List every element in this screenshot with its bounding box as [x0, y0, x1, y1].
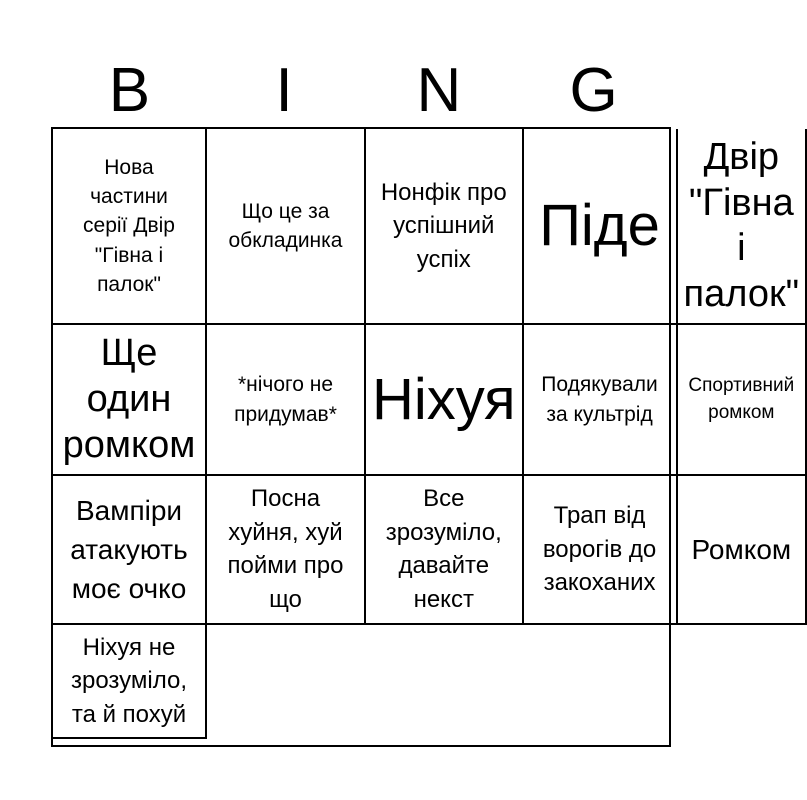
bingo-cell[interactable]	[366, 325, 524, 476]
cell-text: Ще один ромком	[62, 332, 196, 466]
bingo-cell[interactable]	[53, 129, 207, 325]
bingo-cell[interactable]	[207, 129, 366, 325]
bingo-board	[51, 127, 800, 747]
header-letter-g: G	[569, 56, 618, 125]
cell-text: Ніхуя не зрозуміло, та й похуй	[70, 633, 187, 728]
cell-text: Трап від ворогів до закоханих	[542, 501, 657, 597]
bingo-cell[interactable]	[678, 476, 807, 624]
cell-text: Подякували за культрід	[541, 373, 658, 426]
bingo-cell[interactable]	[53, 625, 207, 740]
cell-text: Ніхуя	[372, 366, 516, 432]
header-letter-i: I	[275, 56, 293, 125]
cell-text: Ромком	[691, 533, 792, 565]
bingo-cell[interactable]	[524, 476, 678, 624]
bingo-cell[interactable]	[207, 476, 366, 624]
cell-text: Двір "Гівна і палок"	[683, 136, 800, 315]
header-letter-b: B	[108, 56, 151, 125]
bingo-cell[interactable]	[678, 129, 807, 325]
bingo-cell[interactable]	[678, 325, 807, 476]
bingo-cell[interactable]	[53, 325, 207, 476]
cell-text: Що це за обкладинка	[228, 199, 343, 253]
bingo-cell[interactable]	[207, 325, 366, 476]
bingo-header	[52, 58, 671, 124]
cell-text: Нова частини серії Двір "Гівна і палок"	[83, 155, 175, 297]
cell-text: Все зрозуміло, давайте некст	[385, 485, 502, 613]
cell-text: Спортивний ромком	[688, 375, 795, 423]
bingo-cell[interactable]	[366, 476, 524, 624]
bingo-cell[interactable]	[524, 129, 678, 325]
cell-text: *нічого не придумав*	[234, 373, 337, 426]
bingo-cell[interactable]	[366, 129, 524, 325]
bingo-cell[interactable]	[524, 325, 678, 476]
cell-text: Піде	[539, 193, 660, 259]
cell-text: Посна хуйня, хуй пойми про що	[227, 485, 344, 613]
bingo-cell[interactable]	[53, 476, 207, 624]
header-letter-n: N	[416, 56, 462, 125]
cell-text: Нонфік про успішний успіх	[380, 178, 507, 273]
cell-text: Вампіри атакують моє очко	[70, 494, 188, 604]
